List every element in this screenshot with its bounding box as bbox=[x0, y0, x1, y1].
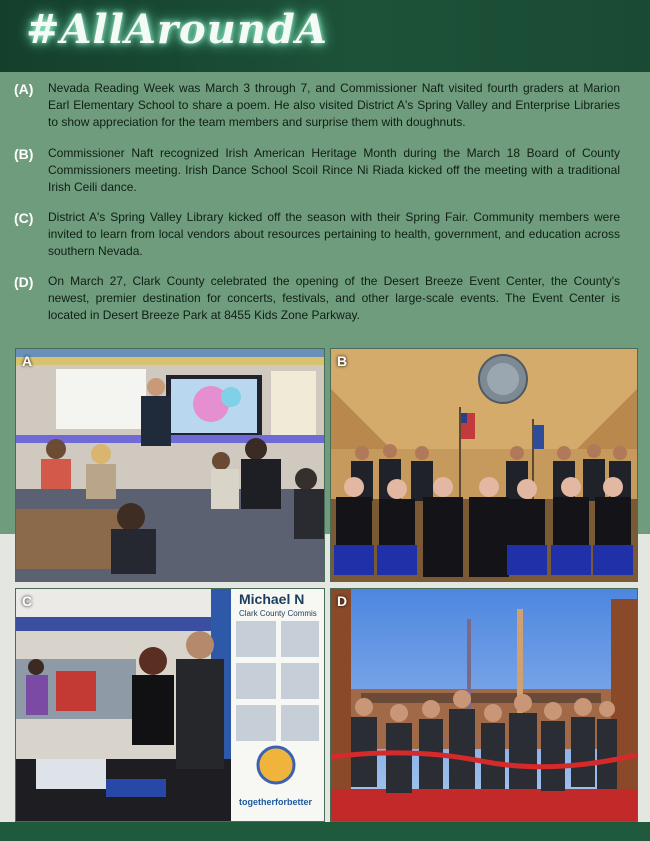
photo-tag: B bbox=[337, 353, 348, 369]
photo-tag: A bbox=[22, 353, 33, 369]
photo-classroom bbox=[15, 348, 325, 582]
photo-commission bbox=[330, 348, 638, 582]
paragraph-text: Commissioner Naft recognized Irish American Heritage Month during the March 18 Board of County Commissioners meeting. Irish Dance School Scoil Rince Ni Riada kicked off the meeting with a traditional Irish Ceili dance. bbox=[48, 146, 620, 194]
paragraph-c bbox=[14, 209, 620, 260]
campaign-banner bbox=[231, 589, 324, 821]
banner-title: Michael N bbox=[239, 591, 305, 607]
classroom-illustration bbox=[16, 349, 324, 581]
paragraph-letter: (B) bbox=[14, 146, 34, 162]
photo-tag: C bbox=[22, 593, 33, 609]
paragraph-letter: (D) bbox=[14, 274, 34, 290]
paragraph-b bbox=[14, 145, 620, 196]
photo-tag: D bbox=[337, 593, 348, 609]
banner-slogan: togetherforbetter bbox=[239, 797, 313, 807]
page-title: #AllAroundA bbox=[26, 6, 328, 53]
photo-ribbon-cutting bbox=[330, 588, 638, 822]
paragraph-a bbox=[14, 80, 620, 131]
paragraph-d bbox=[14, 273, 620, 324]
ribbon-cutting-illustration bbox=[331, 589, 637, 821]
commission-illustration bbox=[331, 349, 637, 581]
paragraph-text: Nevada Reading Week was March 3 through 7, and Commissioner Naft visited fourth graders at Marion Earl Elementary School to share a poem. He also visited District A's Spring Valley and Enterprise Libraries to show appreciation for the team members and surprise them with doughnuts. bbox=[48, 81, 620, 129]
paragraph-letter: (C) bbox=[14, 210, 34, 226]
paragraph-text: On March 27, Clark County celebrated the opening of the Desert Breeze Event Center, the County's newest, premier destination for concerts, festivals, and other large-scale events. The Event Center is located in Desert Breeze Park at 8455 Kids Zone Parkway. bbox=[48, 274, 620, 322]
header-bar bbox=[0, 0, 650, 72]
paragraph-text: District A's Spring Valley Library kicked off the season with their Spring Fair. Community members were invited to learn from local vendors about resources pertaining to health, government, and education across southern Nevada. bbox=[48, 210, 620, 258]
banner-subtitle: Clark County Commis bbox=[239, 609, 317, 618]
footer-bar bbox=[0, 822, 650, 841]
photo-spring-fair bbox=[15, 588, 325, 822]
paragraph-letter: (A) bbox=[14, 81, 34, 97]
